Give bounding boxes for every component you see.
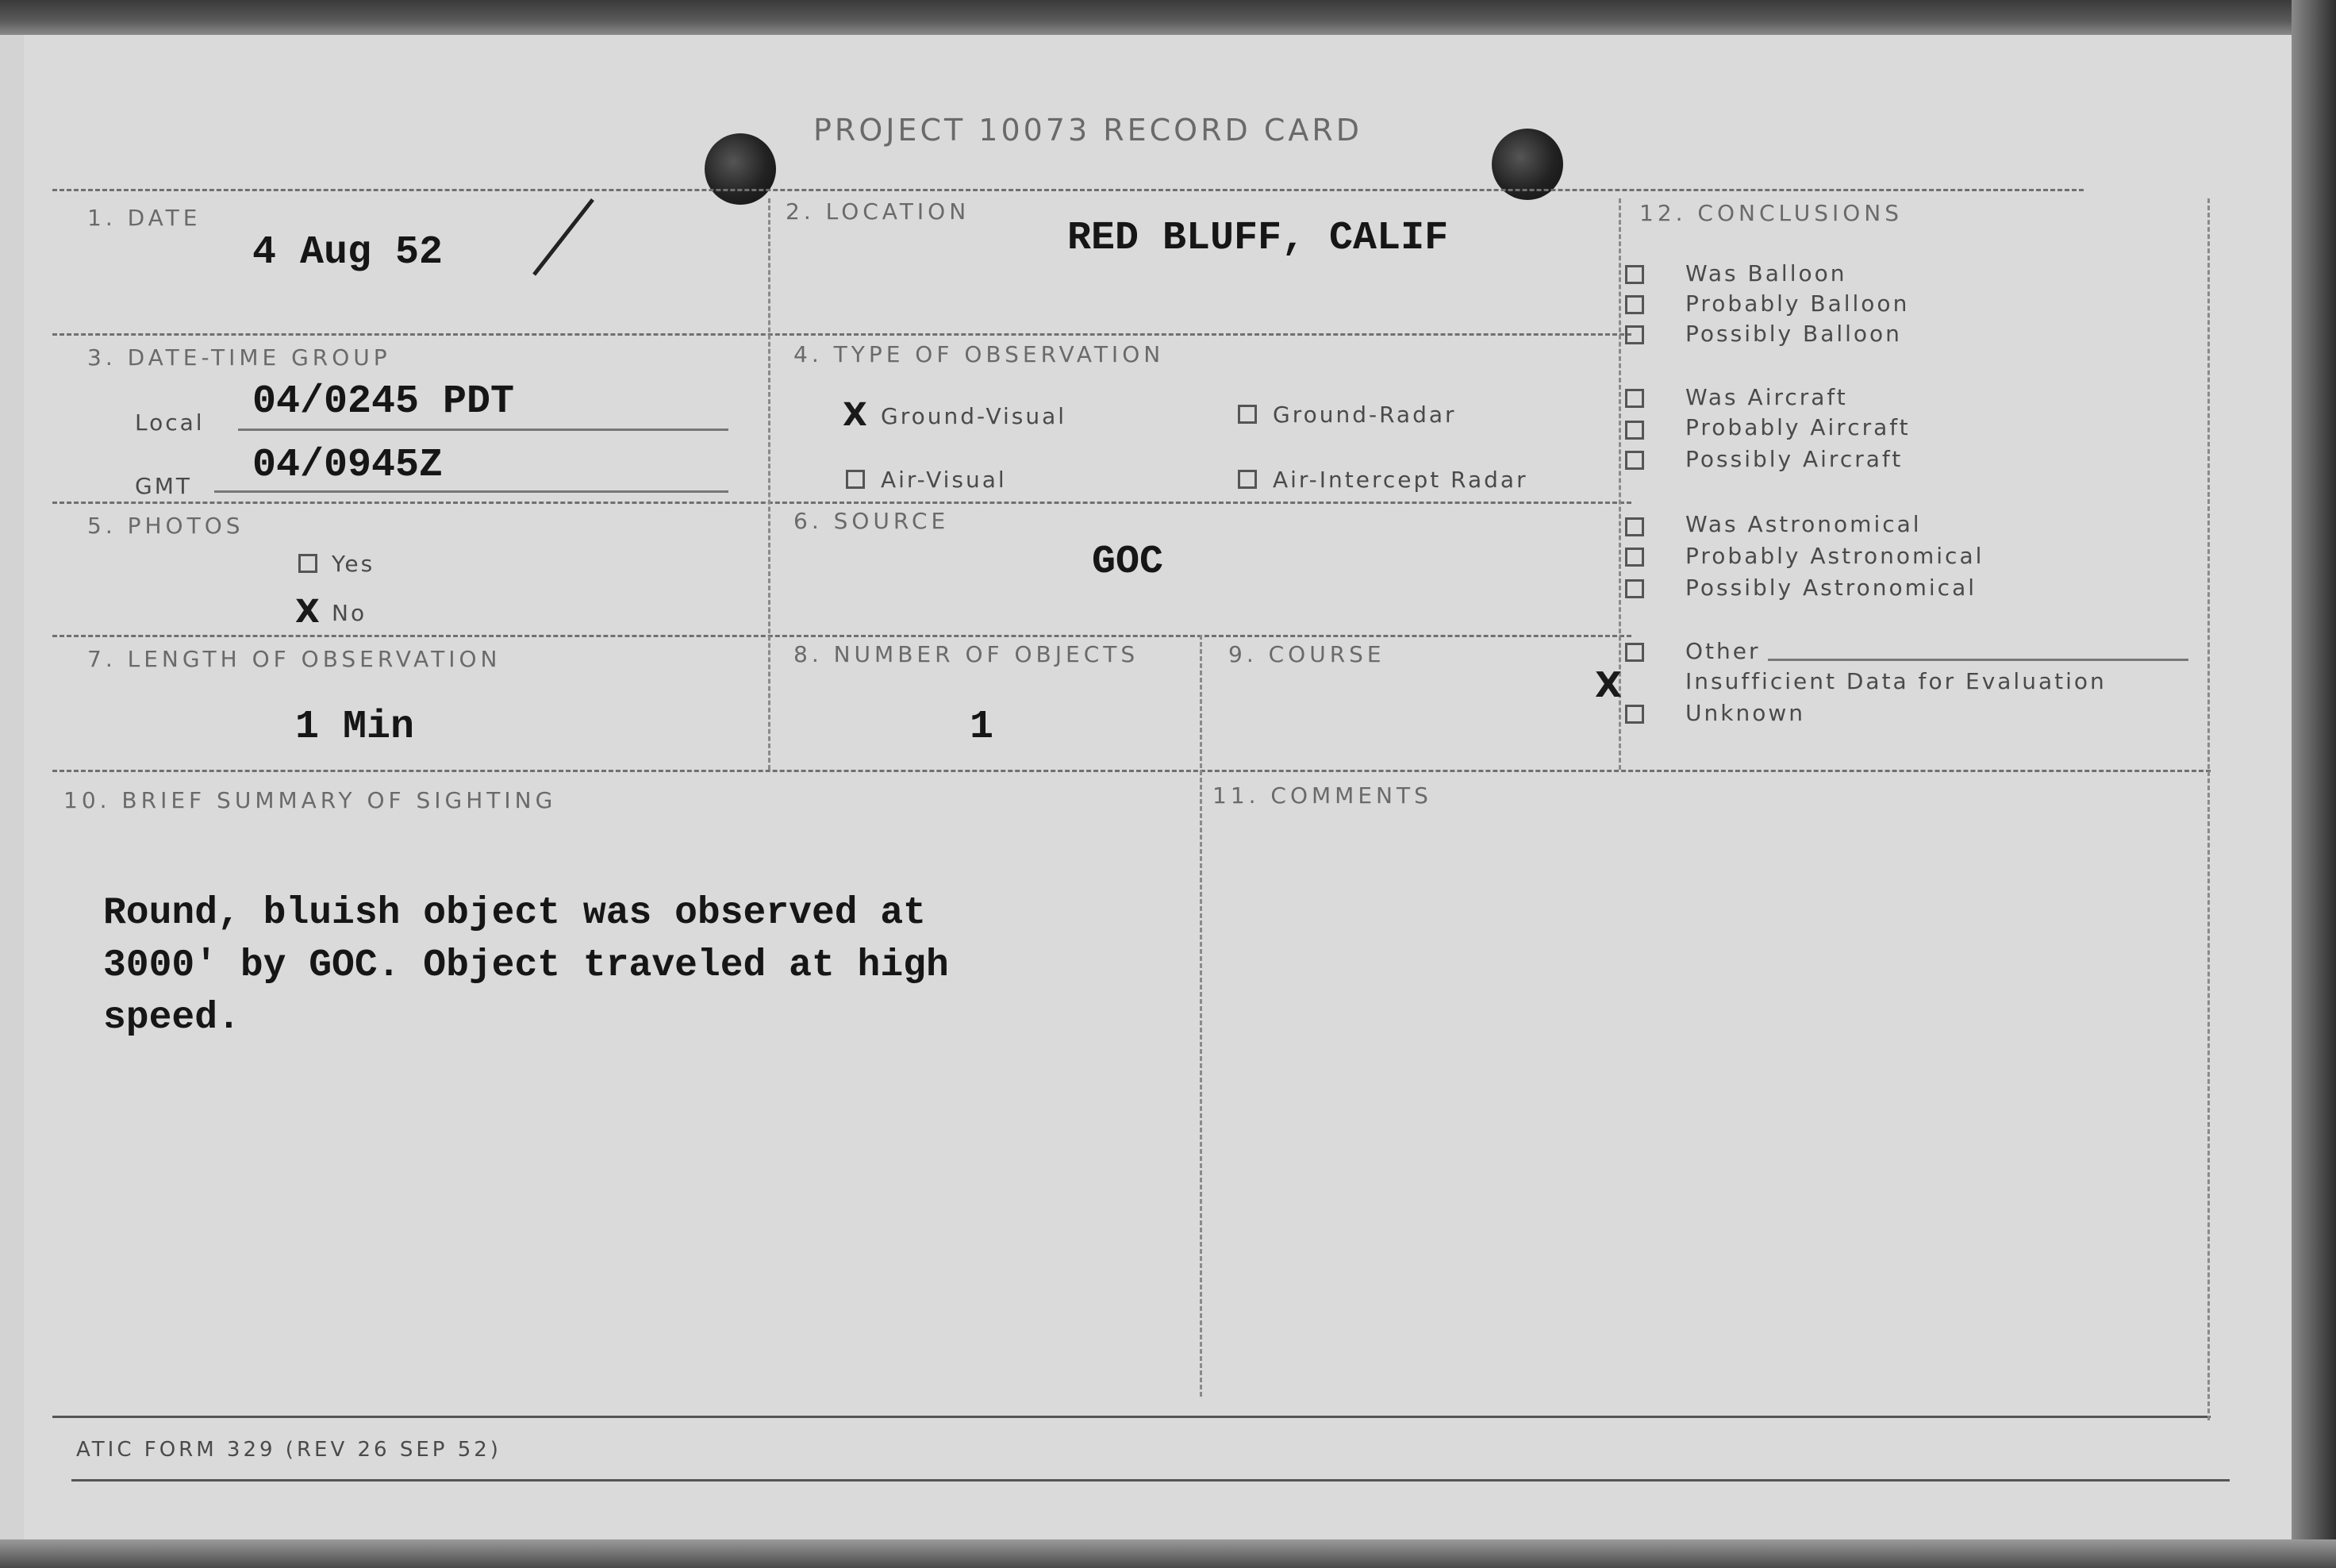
course-label: 9. COURSE [1228, 641, 1385, 667]
air-visual-checkbox [846, 470, 865, 489]
other-checkbox [1625, 643, 1644, 662]
air-intercept-radar-checkbox [1238, 470, 1257, 489]
grid-line-top [52, 189, 2084, 191]
insufficient-data-option: Insufficient Data for Evaluation [1685, 668, 2107, 694]
other-option: Other [1685, 638, 1761, 664]
scan-border-bottom [0, 1539, 2336, 1568]
local-value: 04/0245 PDT [252, 379, 515, 425]
source-label: 6. SOURCE [793, 508, 950, 534]
divider-right-edge [2207, 198, 2210, 1420]
length-label: 7. LENGTH OF OBSERVATION [87, 646, 501, 672]
grid-line-2 [52, 333, 1631, 336]
option-air-visual: Air-Visual [881, 467, 1007, 493]
grid-line-5 [52, 770, 2211, 772]
objects-value: 1 [970, 705, 994, 750]
probably-balloon-option: Probably Balloon [1685, 290, 1910, 317]
was-astronomical-checkbox [1625, 517, 1644, 536]
grid-line-4 [52, 635, 1631, 637]
dtg-label: 3. DATE-TIME GROUP [87, 344, 391, 371]
probably-astronomical-checkbox [1625, 548, 1644, 567]
was-aircraft-option: Was Aircraft [1685, 384, 1848, 410]
date-value: 4 Aug 52 [252, 230, 444, 275]
probably-astronomical-option: Probably Astronomical [1685, 543, 1984, 569]
summary-text: Round, bluish object was observed at 3000' by GOC. Object traveled at high speed. [103, 892, 949, 1040]
option-ground-visual: Ground-Visual [881, 403, 1067, 429]
option-air-intercept-radar: Air-Intercept Radar [1273, 467, 1528, 493]
probably-aircraft-checkbox [1625, 421, 1644, 440]
length-value: 1 Min [295, 705, 415, 750]
probably-aircraft-option: Probably Aircraft [1685, 414, 1911, 440]
possibly-aircraft-option: Possibly Aircraft [1685, 446, 1904, 472]
possibly-astronomical-option: Possibly Astronomical [1685, 575, 1977, 601]
option-ground-radar: Ground-Radar [1273, 402, 1457, 428]
local-underline [238, 429, 728, 431]
was-balloon-option: Was Balloon [1685, 260, 1847, 286]
comments-label: 11. COMMENTS [1212, 782, 1432, 809]
date-label: 1. DATE [87, 205, 202, 231]
was-astronomical-option: Was Astronomical [1685, 511, 1922, 537]
grid-line-3 [52, 502, 1631, 504]
divider-col-1 [768, 198, 770, 770]
photos-no-check-mark: X [295, 594, 320, 630]
card-bottom-line [71, 1479, 2230, 1482]
scan-border-right [2292, 0, 2336, 1568]
conclusions-label: 12. CONCLUSIONS [1639, 200, 1904, 226]
card-title: PROJECT 10073 RECORD CARD [813, 113, 1363, 148]
possibly-balloon-option: Possibly Balloon [1685, 321, 1902, 347]
ground-visual-check-mark: X [843, 397, 867, 433]
source-value: GOC [1092, 540, 1164, 585]
unknown-option: Unknown [1685, 700, 1805, 726]
location-label: 2. LOCATION [786, 198, 970, 225]
other-underline [1768, 659, 2188, 661]
form-id: ATIC FORM 329 (REV 26 SEP 52) [76, 1438, 501, 1462]
objects-label: 8. NUMBER OF OBJECTS [793, 641, 1139, 667]
gmt-underline [214, 490, 728, 493]
possibly-aircraft-checkbox [1625, 451, 1644, 470]
gmt-value: 04/0945Z [252, 443, 444, 488]
photos-label: 5. PHOTOS [87, 513, 244, 539]
grid-line-bottom [52, 1416, 2211, 1418]
unknown-checkbox [1625, 705, 1644, 724]
summary-label: 10. BRIEF SUMMARY OF SIGHTING [63, 787, 557, 813]
gmt-label: GMT [135, 473, 192, 499]
local-label: Local [135, 409, 205, 436]
was-balloon-checkbox [1625, 265, 1644, 284]
possibly-astronomical-checkbox [1625, 579, 1644, 598]
photos-no-option: No [332, 600, 367, 626]
was-aircraft-checkbox [1625, 389, 1644, 408]
punch-hole-left [705, 133, 776, 205]
location-value: RED BLUFF, CALIF [1067, 216, 1449, 261]
scan-border-top [0, 0, 2336, 35]
probably-balloon-checkbox [1625, 295, 1644, 314]
type-label: 4. TYPE OF OBSERVATION [793, 341, 1165, 367]
photos-yes-checkbox [298, 554, 317, 573]
insufficient-data-check-mark: X [1595, 665, 1622, 705]
ground-radar-checkbox [1238, 405, 1257, 424]
possibly-balloon-checkbox [1625, 325, 1644, 344]
photos-yes-option: Yes [332, 551, 375, 577]
